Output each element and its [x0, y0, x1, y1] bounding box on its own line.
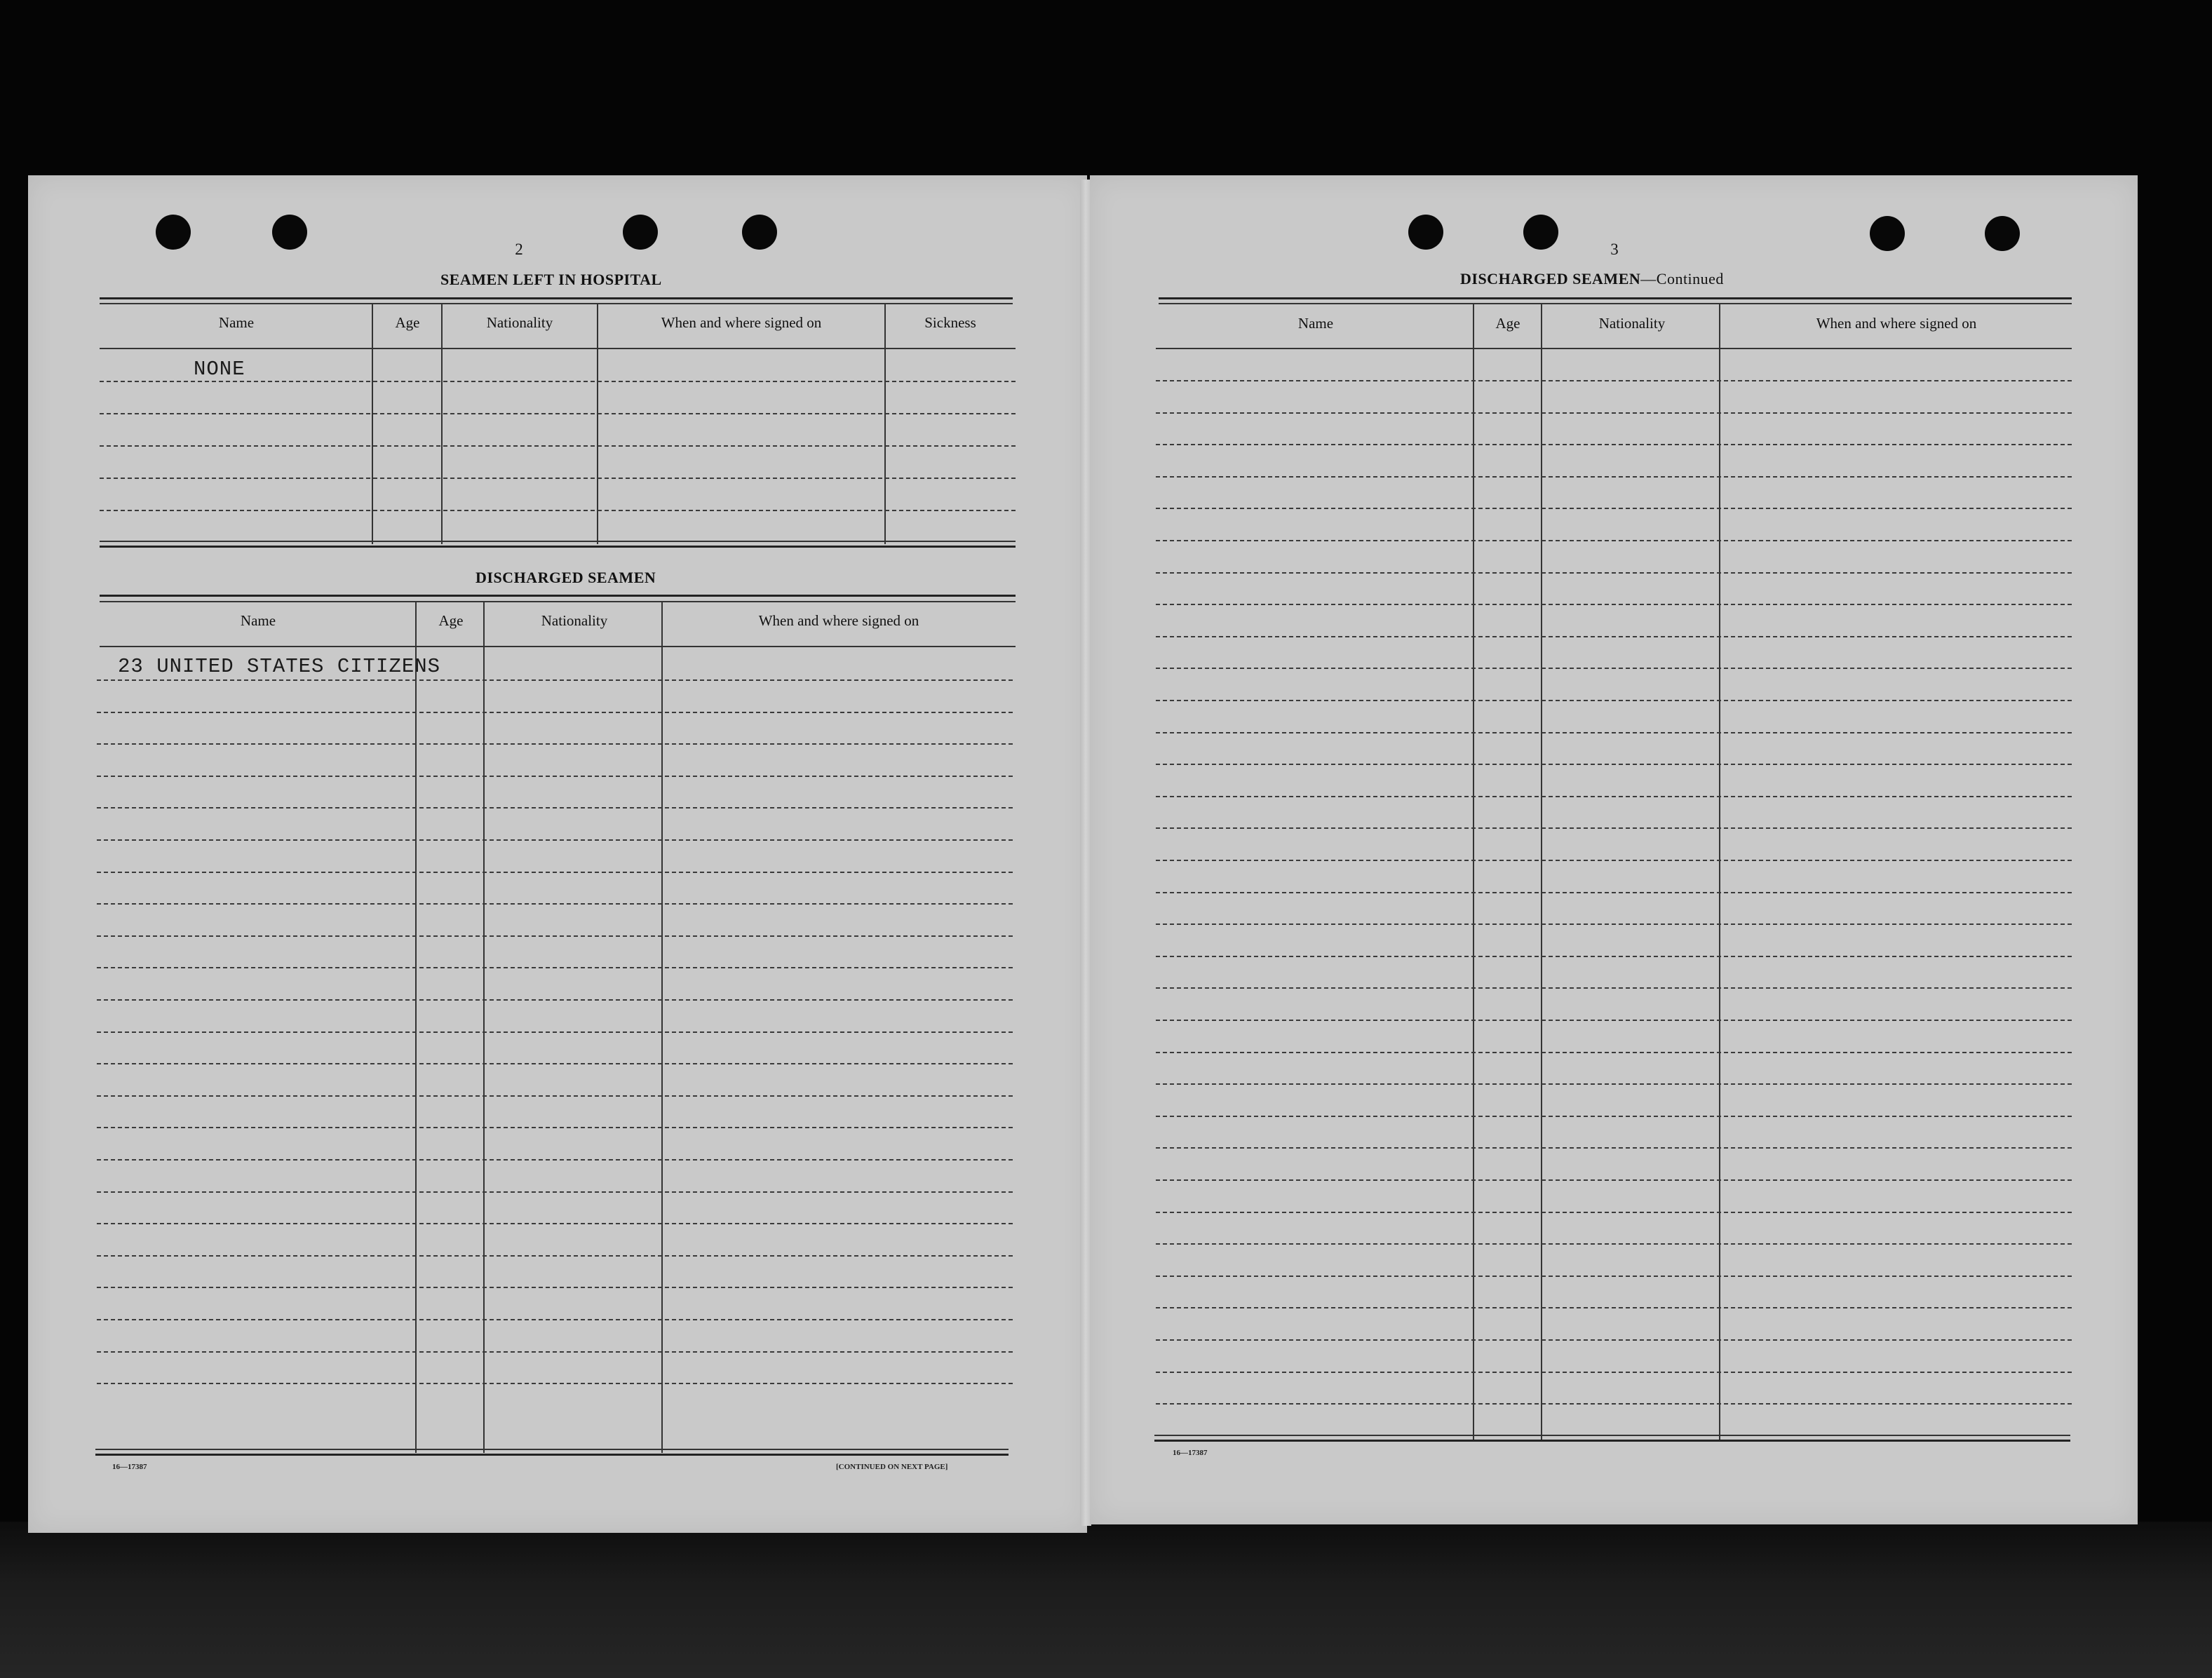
row-line: [1156, 1212, 2072, 1213]
row-line: [1156, 1083, 2072, 1085]
row-line: [1156, 508, 2072, 509]
row-line: [1156, 1179, 2072, 1181]
row-line: [1156, 1052, 2072, 1053]
discharged-col-nationality: Nationality: [541, 612, 608, 629]
row-line: [1156, 412, 2072, 414]
right-col-age: Age: [1495, 315, 1520, 332]
hospital-col-name: Name: [218, 314, 255, 331]
punch-hole: [1985, 216, 2020, 251]
row-line: [1156, 572, 2072, 574]
row-line: [1156, 860, 2072, 861]
row-line: [97, 1351, 1013, 1353]
discharged-bottom-rule-heavy: [95, 1454, 1009, 1456]
right-divider: [1473, 303, 1474, 1440]
row-line: [1156, 1147, 2072, 1149]
hospital-entry: NONE: [194, 358, 245, 381]
hospital-col-age: Age: [395, 314, 420, 331]
row-line: [1156, 444, 2072, 445]
hospital-row-line: [100, 413, 1016, 414]
row-line: [1156, 1339, 2072, 1341]
hospital-top-rule-thin: [100, 303, 1013, 304]
row-line: [97, 903, 1013, 905]
row-line: [97, 1223, 1013, 1224]
punch-hole: [623, 215, 658, 250]
form-number: 16—17387: [112, 1463, 147, 1471]
row-line: [97, 872, 1013, 873]
row-line: [1156, 827, 2072, 829]
row-line: [1156, 923, 2072, 925]
row-line: [97, 1159, 1013, 1161]
discharged-divider: [661, 601, 663, 1453]
hospital-bottom-rule-heavy: [100, 546, 1016, 548]
punch-hole: [1870, 216, 1905, 251]
discharged-col-signed-on: When and where signed on: [758, 612, 919, 629]
punch-hole: [156, 215, 191, 250]
row-line: [1156, 796, 2072, 797]
row-line: [1156, 1116, 2072, 1117]
row-line: [97, 712, 1013, 713]
hospital-col-signed-on: When and where signed on: [661, 314, 822, 331]
row-line: [1156, 1020, 2072, 1021]
right-page: [1090, 175, 2138, 1524]
row-line: [97, 679, 1013, 681]
row-line: [1156, 1403, 2072, 1405]
row-line: [1156, 1307, 2072, 1308]
row-line: [97, 1383, 1013, 1384]
discharged-col-age: Age: [438, 612, 464, 629]
row-line: [1156, 540, 2072, 541]
row-line: [1156, 1276, 2072, 1277]
discharged-divider: [483, 601, 485, 1453]
page-number: 3: [1610, 241, 1619, 258]
right-col-signed-on: When and where signed on: [1816, 315, 1977, 332]
continued-note: [CONTINUED ON NEXT PAGE]: [836, 1463, 948, 1471]
row-line: [97, 1287, 1013, 1288]
row-line: [97, 1191, 1013, 1193]
hospital-bottom-rule: [100, 541, 1016, 542]
row-line: [97, 935, 1013, 937]
row-line: [1156, 604, 2072, 605]
left-page: [28, 175, 1087, 1533]
row-line: [97, 967, 1013, 968]
row-line: [97, 999, 1013, 1001]
row-line: [1156, 956, 2072, 957]
right-bottom-rule: [1154, 1435, 2070, 1436]
right-divider: [1541, 303, 1542, 1440]
row-line: [97, 1031, 1013, 1033]
right-header-rule: [1156, 348, 2072, 349]
discharged-section-title: DISCHARGED SEAMEN: [476, 569, 656, 586]
hospital-header-rule: [100, 348, 1016, 349]
row-line: [97, 743, 1013, 745]
row-line: [1156, 476, 2072, 478]
hospital-divider: [441, 303, 443, 544]
hospital-divider: [372, 303, 373, 544]
hospital-divider: [884, 303, 886, 544]
right-divider: [1719, 303, 1720, 1440]
discharged-top-rule-thin: [100, 601, 1016, 602]
form-number: 16—17387: [1173, 1449, 1208, 1457]
punch-hole: [1523, 215, 1558, 250]
hospital-section-title: SEAMEN LEFT IN HOSPITAL: [440, 271, 662, 288]
hospital-divider: [597, 303, 598, 544]
punch-hole: [272, 215, 307, 250]
row-line: [1156, 1372, 2072, 1373]
discharged-divider: [415, 601, 417, 1453]
discharged-header-rule: [100, 646, 1016, 647]
scanner-background: [0, 1522, 2212, 1678]
row-line: [97, 1255, 1013, 1257]
row-line: [97, 776, 1013, 777]
row-line: [1156, 892, 2072, 893]
hospital-col-sickness: Sickness: [924, 314, 976, 331]
row-line: [97, 1319, 1013, 1320]
row-line: [1156, 636, 2072, 637]
right-top-rule-thin: [1159, 303, 2072, 304]
row-line: [1156, 987, 2072, 989]
row-line: [1156, 1243, 2072, 1245]
hospital-top-rule: [100, 297, 1013, 299]
hospital-row-line: [100, 445, 1016, 447]
hospital-row-line: [100, 381, 1016, 382]
punch-hole: [1408, 215, 1443, 250]
row-line: [97, 1095, 1013, 1097]
row-line: [97, 1127, 1013, 1128]
row-line: [97, 839, 1013, 841]
discharged-entry: 23 UNITED STATES CITIZENS: [118, 655, 441, 678]
hospital-col-nationality: Nationality: [486, 314, 553, 331]
hospital-row-line: [100, 478, 1016, 479]
page-number: 2: [515, 241, 523, 258]
right-col-nationality: Nationality: [1598, 315, 1666, 332]
row-line: [1156, 380, 2072, 381]
hospital-row-line: [100, 510, 1016, 511]
right-top-rule: [1159, 297, 2072, 299]
punch-hole: [742, 215, 777, 250]
right-bottom-rule-heavy: [1154, 1440, 2070, 1442]
row-line: [1156, 764, 2072, 765]
discharged-col-name: Name: [240, 612, 276, 629]
row-line: [97, 807, 1013, 808]
row-line: [1156, 732, 2072, 733]
row-line: [1156, 668, 2072, 669]
right-col-name: Name: [1297, 315, 1334, 332]
row-line: [1156, 700, 2072, 701]
discharged-bottom-rule: [95, 1449, 1009, 1450]
row-line: [97, 1063, 1013, 1064]
discharged-top-rule: [100, 595, 1016, 597]
right-section-title: DISCHARGED SEAMEN—Continued: [1460, 270, 1724, 287]
